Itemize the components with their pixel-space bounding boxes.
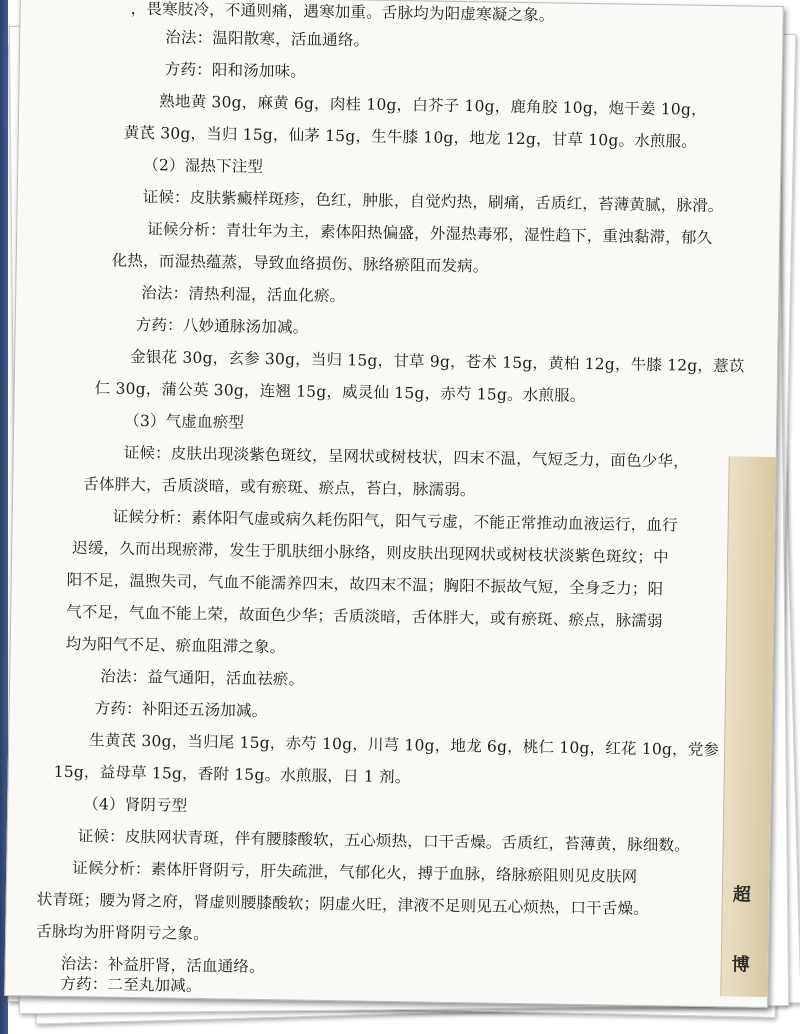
- edge-char: 超: [732, 884, 752, 906]
- text-line: 治法：益气通阳，活血祛瘀。: [100, 667, 305, 689]
- text-line: 熟地黄 30g，麻黄 6g，肉桂 10g，白芥子 10g，鹿角胶 10g，炮干姜 10g，: [159, 92, 707, 119]
- text-line: 状青斑；腰为肾之府，肾虚则腰膝酸软；阴虚火旺，津液不足则见五心烦热，口干舌燥。: [36, 890, 650, 919]
- text-line: 方药：阳和汤加味。: [164, 60, 307, 81]
- text-line: 治法：温阳散寒，活血通络。: [165, 28, 370, 50]
- text-line: 迟缓，久而出现瘀滞，发生于肌肤细小脉络，则皮肤出现网状或树枝状淡紫色斑纹；中: [72, 538, 669, 567]
- text-line: 生黄芪 30g，当归尾 15g，赤芍 10g，川芎 10g，地龙 6g，桃仁 10g，红花 10g，党参: [89, 731, 720, 760]
- text-line: 证候：皮肤紫癜样斑疹，色红，肿胀，自觉灼热，刷痛，舌质红，苔薄黄腻，脉滑。: [142, 188, 724, 216]
- edge-char: 博: [731, 954, 750, 976]
- text-line: ，畏寒肢冷，不通则痛，遇寒加重。舌脉均为阳虚寒凝之象。: [130, 0, 555, 25]
- text-line: 15g，益母草 15g，香附 15g。水煎服，日 1 剂。: [53, 762, 411, 787]
- text-line: 阳不足，温煦失司，气血不能濡养四末，故四末不温；胸阳不振故气短，全身乏力；阳: [66, 570, 664, 599]
- text-line: 金银花 30g，玄参 30g，当归 15g，甘草 9g，苍术 15g，黄柏 12g，牛膝 12g，薏苡: [130, 347, 745, 376]
- text-line: 气不足，气血不能上荣，故面色少华；舌质淡暗，舌体胖大，或有瘀斑、瘀点，脉濡弱: [66, 602, 663, 631]
- text-line: 方药：补阳还五汤加减。: [94, 699, 268, 721]
- text-line: 证候：皮肤出现淡紫色斑纹，呈网状或树枝状，四末不温，气短乏力，面色少华，: [123, 443, 689, 471]
- adjacent-page-edge: [720, 456, 775, 997]
- text-line: 证候：皮肤网状青斑，伴有腰膝酸软，五心烦热，口干舌燥。舌质红，苔薄黄，脉细数。: [77, 827, 691, 855]
- document-page: [4, 0, 784, 1008]
- section-heading: （4）肾阴亏型: [83, 795, 188, 815]
- text-line: 证候分析：青壮年为主，素体阳热偏盛，外湿热毒邪，湿性趋下，重浊黏滞，郁久: [147, 220, 713, 247]
- text-line: 仁 30g，蒲公英 30g，连翘 15g，威灵仙 15g，赤芍 15g。水煎服。: [94, 379, 586, 405]
- section-heading: （2）湿热下注型: [143, 156, 264, 176]
- text-line: 黄芪 30g，当归 15g，仙茅 15g，生牛膝 10g，地龙 12g，甘草 10g。水煎服。: [123, 123, 698, 151]
- text-line: 证候分析：素体阳气虚或病久耗伤阳气，阳气亏虚，不能正常推动血液运行，血行: [112, 507, 678, 535]
- text-line: 化热，而湿热蕴蒸，导致血络损伤、脉络瘀阻而发病。: [111, 251, 489, 276]
- section-heading: （3）气虚血瘀型: [124, 411, 245, 432]
- text-line: 治法：补益肝肾，活血通络。: [60, 954, 265, 977]
- text-line: 证候分析：素体肝肾阴亏，肝失疏泄，气郁化火，搏于血脉，络脉瘀阻则见皮肤网: [72, 858, 638, 886]
- text-line: 舌脉均为肝肾阴亏之象。: [36, 922, 210, 944]
- text-line: 均为阳气不足、瘀血阻滞之象。: [65, 634, 286, 657]
- text-line: 治法：清热利湿，活血化瘀。: [141, 284, 346, 306]
- text-line: 方药：二至丸加减。: [60, 974, 202, 996]
- text-line: 方药：八妙通脉汤加减。: [135, 315, 309, 337]
- text-line: 舌体胖大，舌质淡暗，或有瘀斑、瘀点，苔白，脉濡弱。: [83, 475, 476, 500]
